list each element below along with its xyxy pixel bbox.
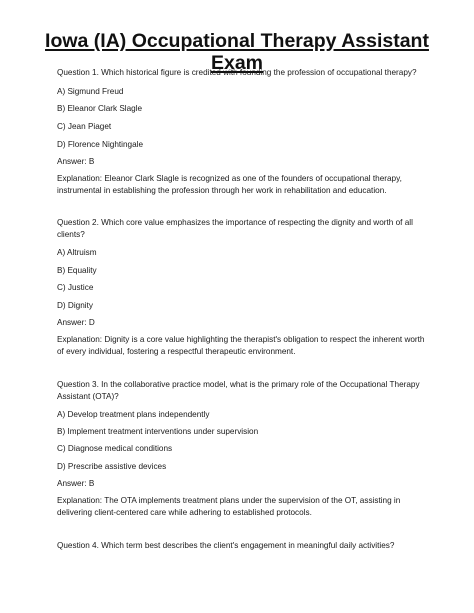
question-1-option-c: C) Jean Piaget [57,122,112,131]
question-1-option-a: A) Sigmund Freud [57,87,124,96]
question-1-option-d: D) Florence Nightingale [57,140,144,149]
document-title-continued: Exam [210,52,264,74]
question-2-option-d: D) Dignity [57,301,93,310]
question-2-option-a: A) Altruism [57,248,97,257]
question-3-prompt-line-1: Question 3. In the collaborative practice model, what is the primary role of the Occupational Therapy [57,380,420,389]
question-1-prompt: Question 1. Which historical figure is credited with founding the profession of occupational therapy? [57,68,417,77]
question-3-explanation-line-2: delivering client-centered care while adhering to established protocols. [57,508,312,517]
document-title: Iowa (IA) Occupational Therapy Assistant [45,30,429,52]
question-3-option-d: D) Prescribe assistive devices [57,462,167,471]
question-1-explanation-line-2: instrumental in establishing the profession through her work in rehabilitation and education. [57,186,387,195]
question-3-prompt-line-2: Assistant (OTA)? [57,392,119,401]
question-3-option-a: A) Develop treatment plans independently [57,410,210,419]
question-1-answer: Answer: B [57,157,95,166]
question-1-option-b: B) Eleanor Clark Slagle [57,104,143,113]
question-2-option-c: C) Justice [57,283,94,292]
question-2-explanation-line-2: of every individual, fostering a respectful therapeutic environment. [57,347,296,356]
question-2-prompt-line-1: Question 2. Which core value emphasizes the importance of respecting the dignity and worth of all [57,218,413,227]
question-3-answer: Answer: B [57,479,95,488]
question-2-option-b: B) Equality [57,266,97,275]
question-3-option-b: B) Implement treatment interventions under supervision [57,427,259,436]
question-2-prompt-line-2: clients? [57,230,85,239]
question-2-explanation-line-1: Explanation: Dignity is a core value highlighting the therapist's obligation to respect the inherent worth [57,335,425,344]
question-3-explanation-line-1: Explanation: The OTA implements treatment plans under the supervision of the OT, assisting in [57,496,401,505]
question-3-option-c: C) Diagnose medical conditions [57,444,173,453]
question-2-answer: Answer: D [57,318,95,327]
question-4-prompt: Question 4. Which term best describes the client's engagement in meaningful daily activities? [57,541,395,550]
question-1-explanation-line-1: Explanation: Eleanor Clark Slagle is recognized as one of the founders of occupational therapy, [57,174,402,183]
